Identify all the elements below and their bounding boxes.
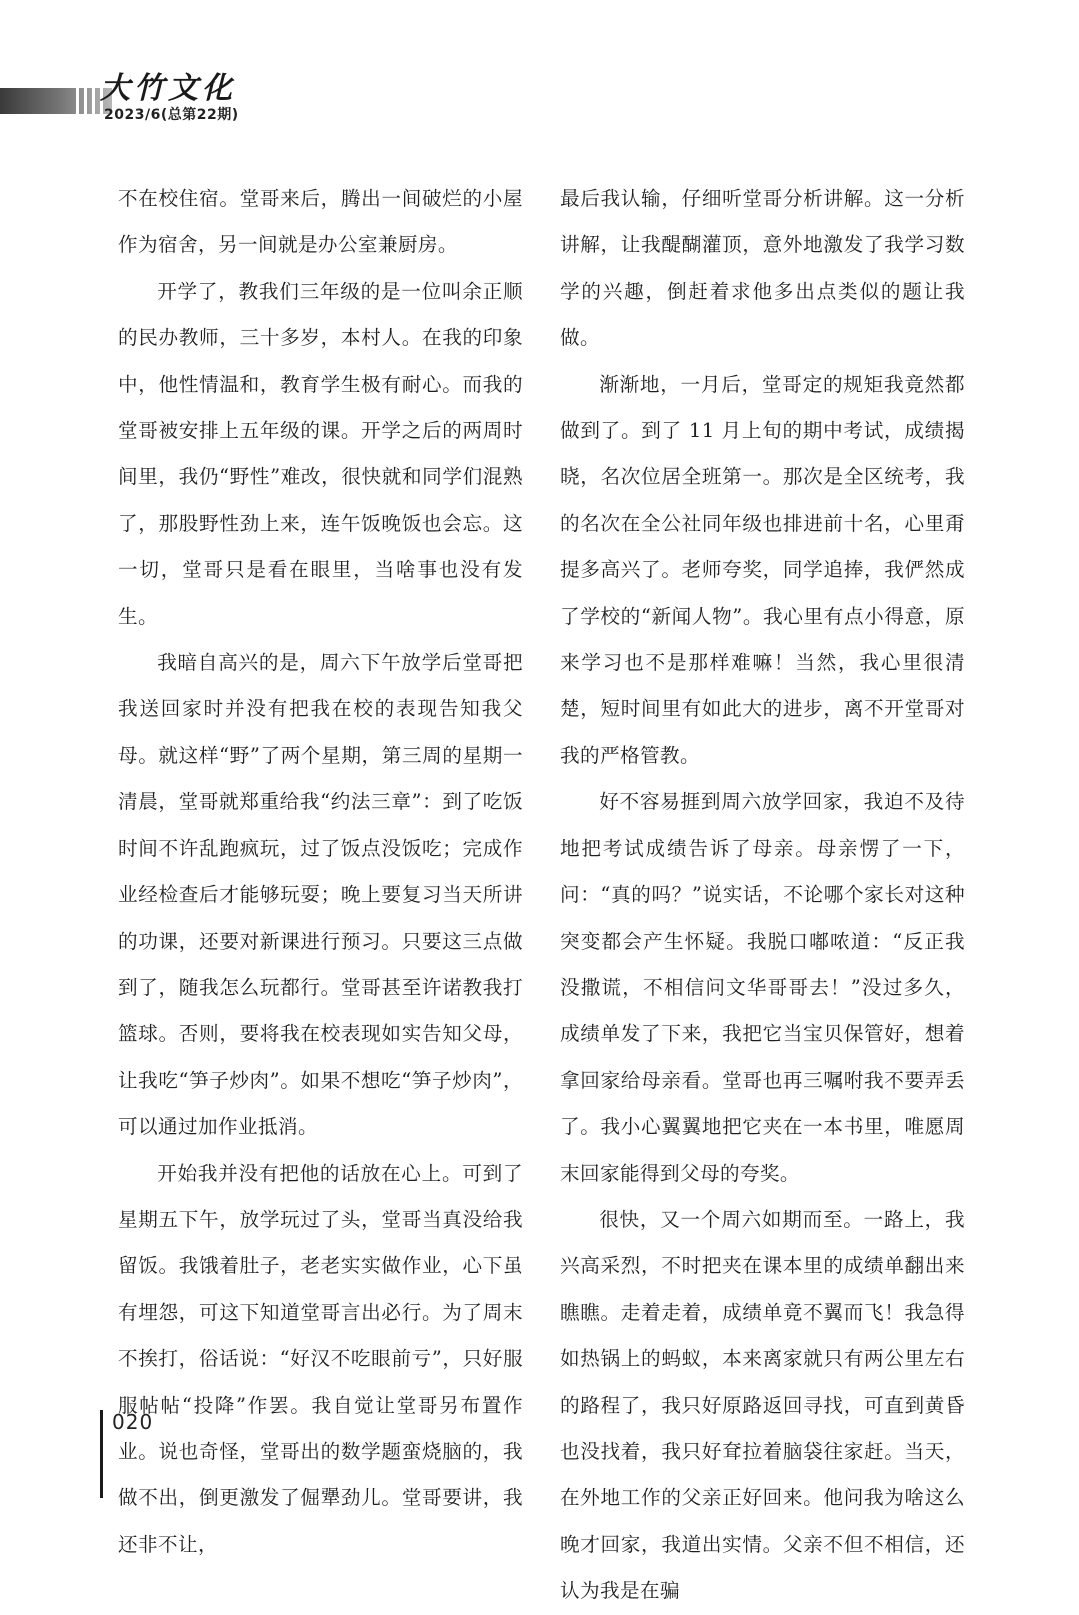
page-number: 020 xyxy=(112,1410,154,1434)
right-column xyxy=(560,176,965,1615)
paragraph: 最后我认输，仔细听堂哥分析讲解。这一分析讲解，让我醍醐灌顶，意外地激发了我学习数学的兴趣，倒赶着求他多出点类似的题让我做。 xyxy=(560,187,965,350)
magazine-logo: 大竹文化 xyxy=(100,71,236,106)
paragraph: 开学了，教我们三年级的是一位叫余正顺的民办教师，三十多岁，本村人。在我的印象中，他性情温和，教育学生极有耐心。而我的堂哥被安排上五年级的课。开学之后的两周时间里，我仍“野性”难改，很快就和同学们混熟了，那股野性劲上来，连午饭晚饭也会忘。这一切，堂哥只是看在眼里，当啥事也没有发生。 xyxy=(118,279,523,628)
paragraph: 不在校住宿。堂哥来后，腾出一间破烂的小屋作为宿舍，另一间就是办公室兼厨房。 xyxy=(118,187,523,257)
paragraph: 开始我并没有把他的话放在心上。可到了星期五下午，放学玩过了头，堂哥当真没给我留饭。我饿着肚子，老老实实做作业，心下虽有埋怨，可这下知道堂哥言出必行。为了周末不挨打，俗话说：“好汉不吃眼前亏”，只好服服帖帖“投降”作罢。我自觉让堂哥另布置作业。说也奇怪，堂哥出的数学题蛮烧脑的，我做不出，倒更激发了倔犟劲儿。堂哥要讲，我还非不让， xyxy=(118,1161,523,1556)
paragraph: 渐渐地，一月后，堂哥定的规矩我竟然都做到了。到了 11 月上旬的期中考试，成绩揭晓，名次位居全班第一。那次是全区统考，我的名次在全公社同年级也排进前十名，心里甭提多高兴了。老师夸奖，同学追捧，我俨然成了学校的“新闻人物”。我心里有点小得意，原来学习也不是那样难嘛！当然，我心里很清楚，短时间里有如此大的进步，离不开堂哥对我的严格管教。 xyxy=(560,372,965,767)
left-column xyxy=(118,176,523,1568)
paragraph: 很快，又一个周六如期而至。一路上，我兴高采烈，不时把夹在课本里的成绩单翻出来瞧瞧。走着走着，成绩单竟不翼而飞！我急得如热锅上的蚂蚁，本来离家就只有两公里左右的路程了，我只好原路返回寻找，可直到黄昏也没找着，我只好耷拉着脑袋往家赶。当天，在外地工作的父亲正好回来。他问我为啥这么晚才回家，我道出实情。父亲不但不相信，还认为我是在骗 xyxy=(560,1207,965,1603)
paragraph: 好不容易捱到周六放学回家，我迫不及待地把考试成绩告诉了母亲。母亲愣了一下，问：“真的吗？”说实话，不论哪个家长对这种突变都会产生怀疑。我脱口嘟哝道：“反正我没撒谎，不相信问文华哥哥去！”没过多久，成绩单发了下来，我把它当宝贝保管好，想着拿回家给母亲看。堂哥也再三嘱咐我不要弄丢了。我小心翼翼地把它夹在一本书里，唯愿周末回家能得到父母的夸奖。 xyxy=(560,790,965,1185)
paragraph: 我暗自高兴的是，周六下午放学后堂哥把我送回家时并没有把我在校的表现告知我父母。就这样“野”了两个星期，第三周的星期一清晨，堂哥就郑重给我“约法三章”：到了吃饭时间不许乱跑疯玩，过了饭点没饭吃；完成作业经检查后才能够玩耍；晚上要复习当天所讲的功课，还要对新课进行预习。只要这三点做到了，随我怎么玩都行。堂哥甚至许诺教我打篮球。否则，要将我在校表现如实告知父母，让我吃“笋子炒肉”。如果不想吃“笋子炒肉”，可以通过加作业抵消。 xyxy=(118,651,523,1139)
issue-label: 2023/6(总第22期) xyxy=(104,107,239,123)
footer-rule xyxy=(100,1410,103,1498)
